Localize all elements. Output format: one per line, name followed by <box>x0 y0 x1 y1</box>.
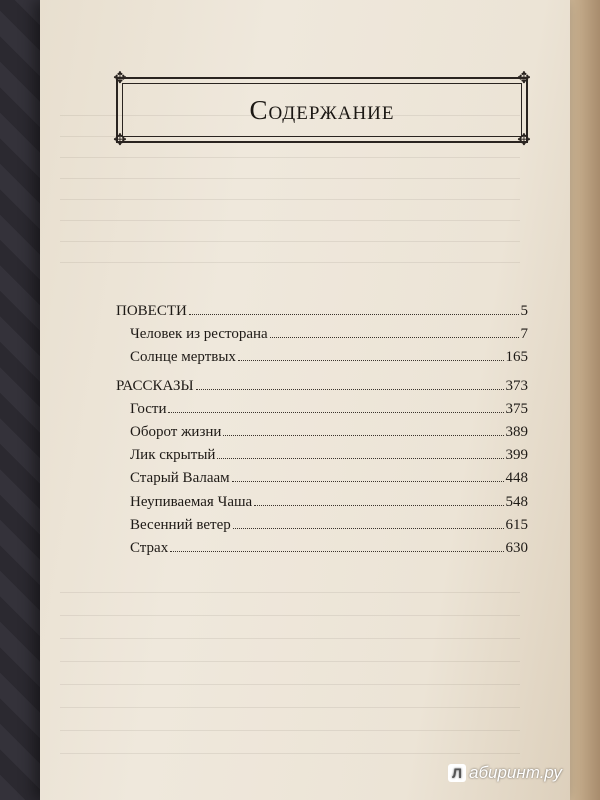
toc-title: ПОВЕСТИ <box>116 303 187 319</box>
toc-leader-dots <box>223 435 503 436</box>
toc-page-number: 399 <box>505 447 528 463</box>
watermark-text: абиринт.ру <box>469 763 562 782</box>
toc-entry <box>130 512 528 534</box>
labirint-watermark <box>448 760 598 786</box>
toc-entry <box>130 535 528 557</box>
toc-title: Человек из ресторана <box>130 326 268 342</box>
toc-title: Старый Валаам <box>130 470 230 486</box>
ornament-corner-icon: ✥ <box>113 132 127 149</box>
bleed-through-texture-lower <box>60 570 520 790</box>
toc-title: Весенний ветер <box>130 517 231 533</box>
toc-title: Оборот жизни <box>130 424 222 440</box>
heading-frame <box>113 70 531 149</box>
toc-title: Гости <box>130 401 167 417</box>
toc-leader-dots <box>238 360 504 361</box>
toc-entry <box>130 465 528 487</box>
toc-leader-dots <box>233 528 504 529</box>
toc-leader-dots <box>168 412 503 413</box>
toc-page-number: 7 <box>520 326 528 342</box>
toc-leader-dots <box>254 505 503 506</box>
toc-page-number: 5 <box>520 303 528 319</box>
toc-leader-dots <box>217 458 503 459</box>
ornament-corner-icon: ✥ <box>113 70 127 87</box>
toc-page-number: 615 <box>505 517 528 533</box>
toc-page-number: 548 <box>505 494 528 510</box>
toc-leader-dots <box>196 389 504 390</box>
toc-title: РАССКАЗЫ <box>116 378 194 394</box>
toc-entry <box>130 442 528 464</box>
toc-section-rasskazy <box>116 373 528 395</box>
toc-title: Страх <box>130 540 169 556</box>
labirint-logo-icon: Л <box>448 764 466 782</box>
toc-page-number: 165 <box>505 349 528 365</box>
toc-entry <box>130 419 528 441</box>
toc-entry <box>130 489 528 511</box>
toc-leader-dots <box>170 551 503 552</box>
toc-page-number: 373 <box>505 378 528 394</box>
toc-page-number: 389 <box>505 424 528 440</box>
toc-page-number: 448 <box>505 470 528 486</box>
toc-leader-dots <box>270 337 519 338</box>
toc-title: Солнце мертвых <box>130 349 236 365</box>
page-title: Содержание <box>249 94 395 125</box>
toc-entry <box>130 344 528 366</box>
toc-page-number: 630 <box>505 540 528 556</box>
toc-entry <box>130 396 528 418</box>
ornament-corner-icon: ✥ <box>517 70 531 87</box>
toc-leader-dots <box>232 481 504 482</box>
toc-section-povesti <box>116 298 528 320</box>
toc-leader-dots <box>189 314 519 315</box>
toc-title: Лик скрытый <box>130 447 216 463</box>
toc-entry <box>130 321 528 343</box>
toc-title: Неупиваемая Чаша <box>130 494 253 510</box>
toc-page-number: 375 <box>505 401 528 417</box>
ornament-corner-icon: ✥ <box>517 132 531 149</box>
